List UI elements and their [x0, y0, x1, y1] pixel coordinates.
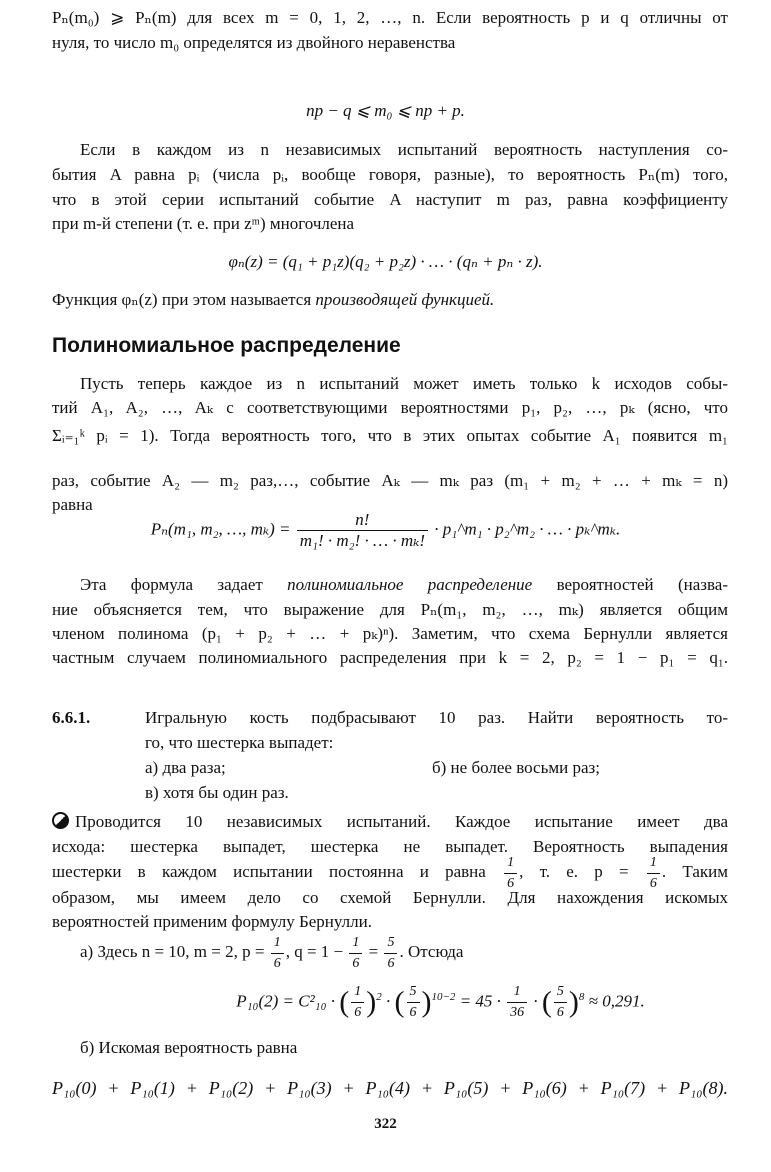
denominator: 6	[273, 955, 281, 971]
numerator: 5	[554, 982, 567, 1003]
text-line: вероятностей применим формулу Бернулли.	[52, 912, 372, 931]
denominator: 36	[510, 1005, 525, 1020]
text: . Отсюда	[399, 942, 464, 961]
text-line	[52, 810, 728, 834]
numerator: 1	[349, 933, 362, 954]
text-line: бытия A равна pᵢ (числа pᵢ, вообще говоря, разные), то вероятность Pₙ(m) того,	[52, 165, 728, 184]
text-line: нуля, то число m₀ определятся из двойного неравенства	[52, 33, 456, 52]
section-heading: Полиномиальное распределение	[52, 334, 401, 357]
italic-term: полиномиальное распределение	[287, 575, 533, 594]
formula-multinomial	[0, 510, 771, 551]
numerator: 1	[504, 853, 517, 874]
denominator: 6	[507, 875, 515, 891]
numerator: 1	[647, 853, 660, 874]
problem-part-b: б) не более восьми раз;	[432, 758, 600, 777]
text-line: образом, мы имеем дело со схемой Бернулли. Для нахождения искомых	[52, 888, 728, 907]
text-line: исхода: шестерка выпадет, шестерка не выпадет. Вероятность выпадения	[52, 837, 728, 856]
text-line: при m-й степени (т. е. при zᵐ) многочлена	[52, 214, 355, 233]
text-line: раз, событие A₂ — m₂ раз,…, событие Aₖ — mₖ раз (m₁ + m₂ + … + mₖ = n)	[52, 471, 728, 490]
fraction	[384, 933, 397, 974]
fraction	[407, 982, 420, 1023]
text: , т. е. p =	[519, 862, 629, 881]
text: а) Здесь n = 10, m = 2, p =	[80, 942, 265, 961]
page-number: 322	[374, 1116, 397, 1132]
fraction	[351, 982, 364, 1023]
numerator: 1	[351, 982, 364, 1003]
text-line	[80, 573, 728, 597]
text-line: Σᵢ₌₁ᵏ pᵢ = 1). Тогда вероятность того, что в этих опытах событие A₁ появится m₁	[52, 426, 728, 445]
denominator: 6	[556, 1005, 564, 1020]
denominator: 6	[649, 875, 657, 891]
text: , q = 1 −	[285, 942, 344, 961]
formula-inequality: np − q ⩽ m₀ ⩽ np + p.	[306, 101, 465, 120]
solution-part-a	[80, 928, 728, 976]
problem-number: 6.6.1.	[52, 708, 91, 727]
text: Проводится 10 независимых испытаний. Каждое испытание имеет два	[75, 812, 728, 831]
text-line: Игральную кость подбрасывают 10 раз. Найти вероятность то-	[145, 708, 728, 727]
exponent: 10−2	[431, 990, 456, 1003]
text-line: ние объясняется тем, что выражение для Pₙ(m₁, m₂, …, mₖ) является общим	[52, 600, 728, 619]
text-line: частным случаем полиномиального распределения при k = 2, p₂ = 1 − p₁ = q₁.	[52, 648, 728, 667]
fraction	[554, 982, 567, 1023]
formula-bernoulli: P₁₀(2) = C²₁₀ · ( $\frac{1}{6}$ )$^2$ · ( $\frac{5}{6}$ )$^{10-2}$ = 45 · $\frac{1}{36}$ · ( $\frac{5}{6}$ )$^8$ ≈ 0,291.	[55, 982, 771, 1023]
fraction	[349, 933, 362, 974]
text-line: равна	[52, 495, 93, 514]
formula-rhs: · p₁^m₁ · p₂^m₂ · … · pₖ^mₖ.	[434, 519, 621, 539]
text: . Таким	[661, 862, 728, 881]
formula-generating-function: φₙ(z) = (q₁ + p₁z)(q₂ + p₂z) · … · (qₙ + pₙ · z).	[228, 252, 543, 271]
formula-lhs: Pₙ(m₁, m₂, …, mₖ) =	[150, 519, 291, 539]
fraction	[297, 510, 428, 551]
numerator: 1	[271, 933, 284, 954]
exponent: 8	[578, 990, 585, 1003]
text: =	[368, 942, 379, 961]
text: Функция φₙ(z) при этом называется	[52, 290, 316, 309]
numerator: 5	[407, 982, 420, 1003]
solution-part-b: б) Искомая вероятность равна	[80, 1038, 298, 1057]
text-line: тий A₁, A₂, …, Aₖ с соответствующими вероятностями p₁, p₂, …, pₖ (ясно, что	[52, 398, 728, 417]
numerator: n!	[297, 510, 428, 531]
text-line: Если в каждом из n независимых испытаний вероятность наступления со-	[80, 140, 728, 159]
text-line: го, что шестерка выпадет:	[145, 733, 334, 752]
text: Эта формула задает	[80, 575, 288, 594]
text-line	[52, 288, 728, 312]
denominator: m₁! · m₂! · … · mₖ!	[299, 531, 425, 550]
exponent: 2	[376, 990, 382, 1003]
denominator: 6	[409, 1005, 417, 1020]
denominator: 6	[354, 1005, 362, 1020]
text: вероятностей (назва-	[532, 575, 728, 594]
formula-sum: P₁₀(0) + P₁₀(1) + P₁₀(2) + P₁₀(3) + P₁₀(4) + P₁₀(5) + P₁₀(6) + P₁₀(7) + P₁₀(8).	[52, 1078, 728, 1098]
text: ≈ 0,291.	[588, 991, 645, 1011]
fraction	[507, 982, 527, 1023]
denominator: 6	[387, 955, 395, 971]
solution-marker-icon	[52, 812, 69, 829]
text: = 45 ·	[459, 991, 501, 1011]
italic-term: производящей функцией.	[315, 290, 495, 309]
text-line: что в этой серии испытаний событие A наступит m раз, равна коэффициенту	[52, 190, 728, 209]
problem-part-a: а) два раза;	[145, 758, 226, 777]
text-line: Pₙ(m₀) ⩾ Pₙ(m) для всех m = 0, 1, 2, …, n. Если вероятность p и q отличны от	[52, 8, 728, 27]
numerator: 5	[384, 933, 397, 954]
problem-part-c: в) хотя бы один раз.	[145, 783, 289, 802]
numerator: 1	[507, 982, 527, 1003]
text: шестерки в каждом испытании постоянна и равна	[52, 862, 486, 881]
text-line: Пусть теперь каждое из n испытаний может иметь только k исходов собы-	[80, 374, 728, 393]
denominator: 6	[352, 955, 360, 971]
text-line: членом полинома (p₁ + p₂ + … + pₖ)ⁿ). Заметим, что схема Бернулли является	[52, 624, 728, 643]
formula-lhs: P₁₀(2) = C²₁₀ ·	[236, 991, 335, 1011]
fraction	[271, 933, 284, 974]
